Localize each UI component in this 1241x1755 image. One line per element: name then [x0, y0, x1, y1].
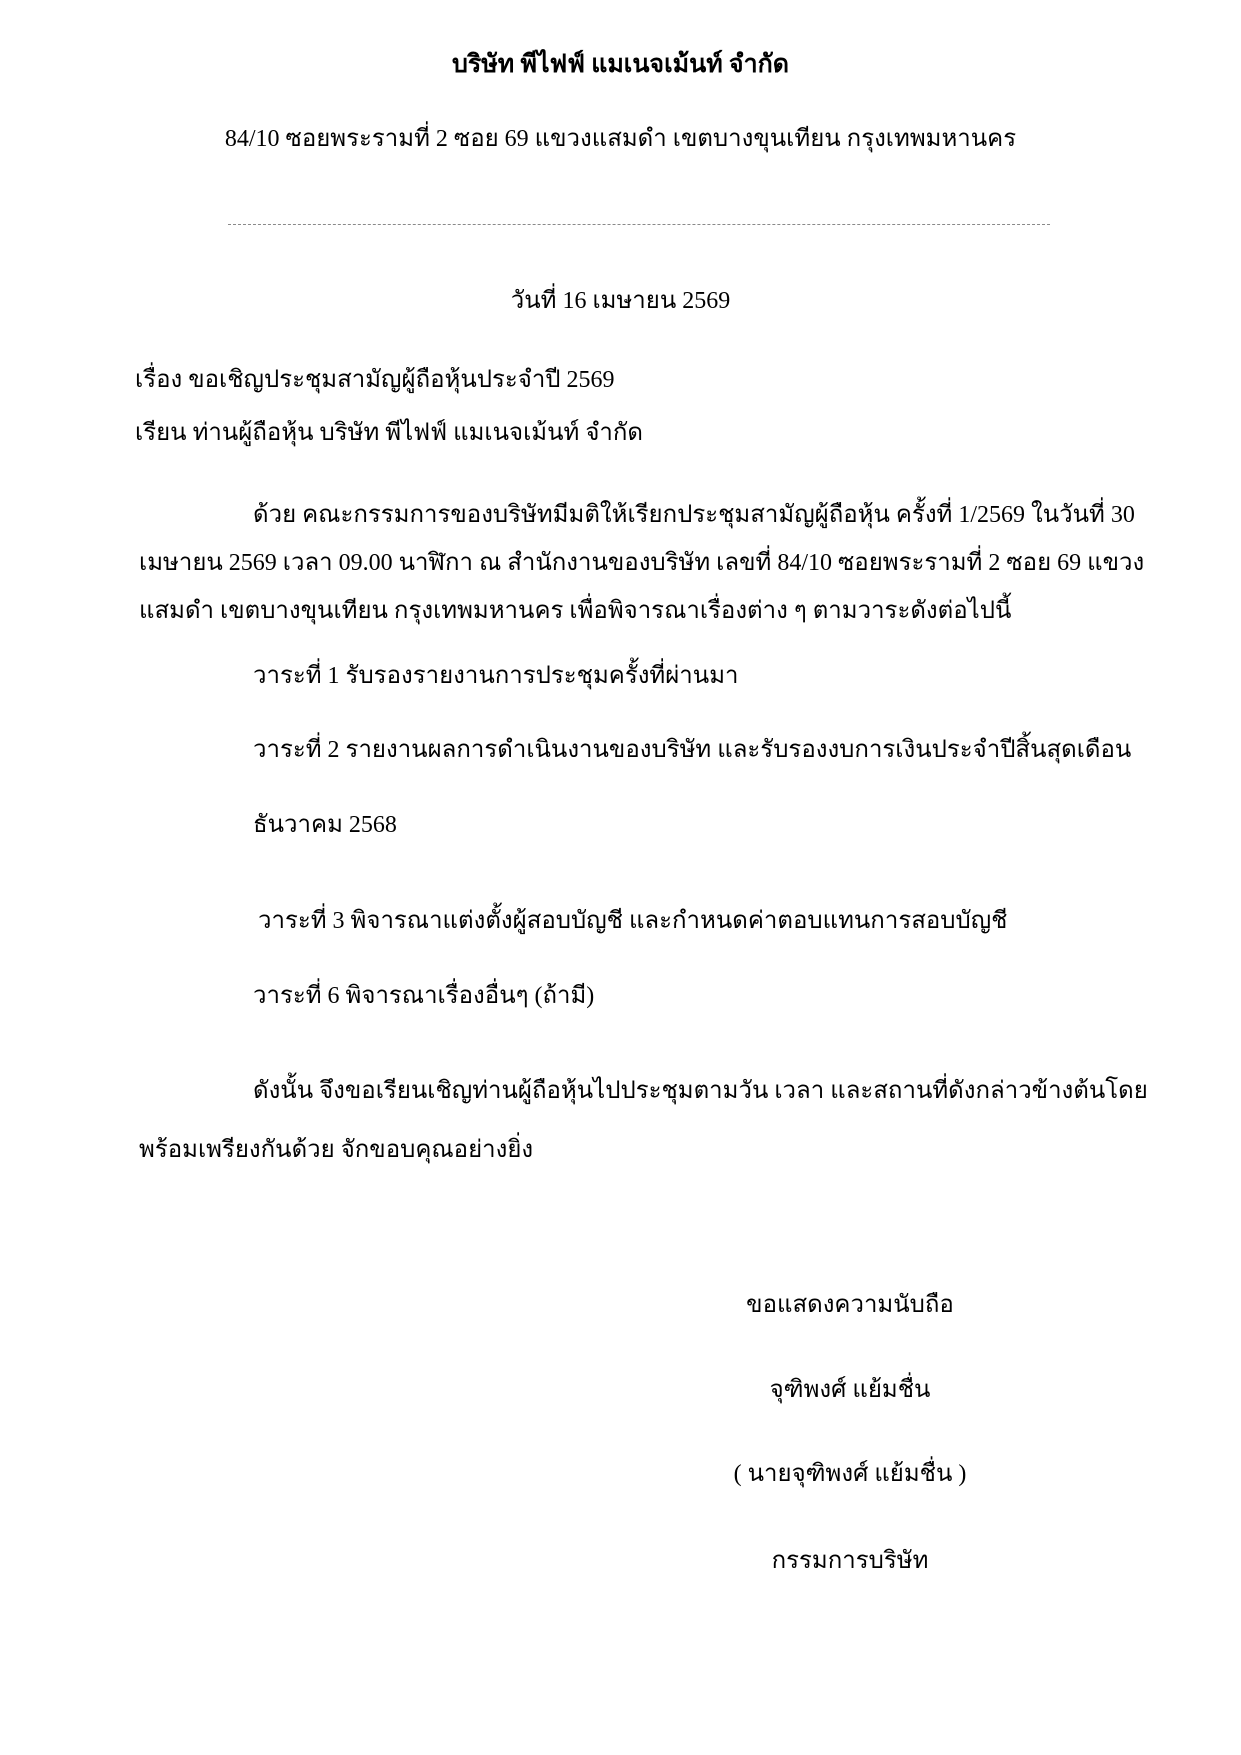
closing-salutation: ขอแสดงความนับถือ [746, 1292, 954, 1318]
company-name: บริษัท พีไฟฟ์ แมเนจเม้นท์ จำกัด [452, 51, 789, 78]
intro-line-2: เมษายน 2569 เวลา 09.00 นาฬิกา ณ สำนักงานของบริษัท เลขที่ 84/10 ซอยพระรามที่ 2 ซอย 69 แขวง [139, 550, 1145, 576]
agenda-item-2-line-2: ธันวาคม 2568 [253, 812, 397, 838]
recipient-line: เรียน ท่านผู้ถือหุ้น บริษัท พีไฟฟ์ แมเนจเม้นท์ จำกัด [135, 420, 644, 446]
signed-name: จุฑิพงศ์ แย้มชื่น [769, 1377, 931, 1403]
signer-position: กรรมการบริษัท [771, 1548, 929, 1574]
agenda-item-2-line-1: วาระที่ 2 รายงานผลการดำเนินงานของบริษัท และรับรองงบการเงินประจำปีสิ้นสุดเดือน [253, 737, 1132, 763]
agenda-item-3: วาระที่ 3 พิจารณาแต่งตั้งผู้สอบบัญชี และกำหนดค่าตอบแทนการสอบบัญชี [258, 908, 1008, 934]
header-separator [228, 224, 1050, 225]
document-date: วันที่ 16 เมษายน 2569 [510, 288, 731, 314]
printed-name: ( นายจุฑิพงศ์ แย้มชื่น ) [733, 1461, 967, 1487]
closing-line-1: ดังนั้น จึงขอเรียนเชิญท่านผู้ถือหุ้นไปประชุมตามวัน เวลา และสถานที่ดังกล่าวข้างต้นโดย [253, 1078, 1148, 1104]
subject-line: เรื่อง ขอเชิญประชุมสามัญผู้ถือหุ้นประจำปี 2569 [135, 367, 615, 393]
agenda-item-1: วาระที่ 1 รับรองรายงานการประชุมครั้งที่ผ่านมา [253, 663, 739, 689]
closing-line-2: พร้อมเพรียงกันด้วย จักขอบคุณอย่างยิ่ง [139, 1137, 534, 1163]
intro-line-3: แสมดำ เขตบางขุนเทียน กรุงเทพมหานคร เพื่อพิจารณาเรื่องต่าง ๆ ตามวาระดังต่อไปนี้ [139, 598, 1012, 624]
agenda-item-6: วาระที่ 6 พิจารณาเรื่องอื่นๆ (ถ้ามี) [253, 983, 595, 1009]
company-address: 84/10 ซอยพระรามที่ 2 ซอย 69 แขวงแสมดำ เขตบางขุนเทียน กรุงเทพมหานคร [224, 126, 1017, 152]
intro-line-1: ด้วย คณะกรรมการของบริษัทมีมติให้เรียกประชุมสามัญผู้ถือหุ้น ครั้งที่ 1/2569 ในวันที่ 30 [253, 502, 1135, 528]
